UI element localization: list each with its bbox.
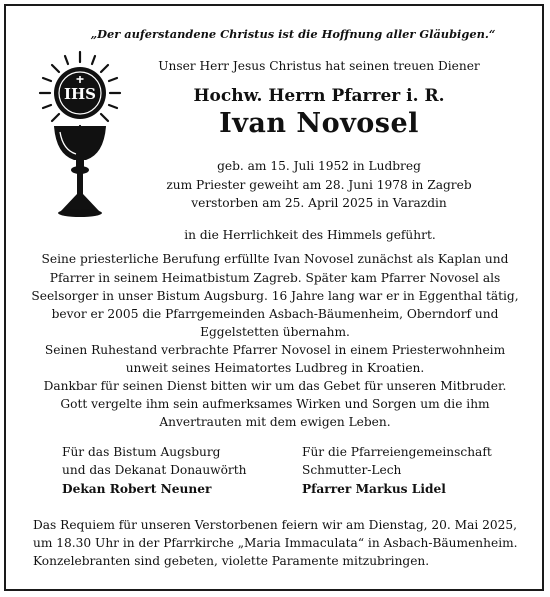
deceased-title: Hochw. Herrn Pfarrer i. R. [193, 86, 445, 106]
birth-line: geb. am 15. Juli 1952 in Ludbreg [217, 159, 421, 173]
requiem-line: Konzelebranten sind gebeten, violette Paramente mitzubringen. [33, 554, 430, 568]
body-line: unweit seines Heimatortes Ludbreg in Kroatien. [125, 361, 425, 375]
body-line: Dankbar für seinen Dienst bitten wir um das Gebet für unseren Mitbruder. [43, 379, 507, 393]
body-line: Pfarrer in seinem Heimatbistum Zagreb. Später kam Pfarrer Novosel als [49, 271, 501, 285]
signature-left-line2: und das Dekanat Donauwörth [62, 463, 247, 477]
signature-left-line1: Für das Bistum Augsburg [62, 445, 221, 459]
monogram-text: IHS [63, 85, 97, 103]
opening-quote: „Der auferstandene Christus ist die Hoffnung aller Gläubigen.“ [90, 27, 496, 41]
body-line: Anvertrauten mit dem ewigen Leben. [159, 415, 391, 429]
glory-line: in die Herrlichkeit des Himmels geführt. [184, 228, 436, 242]
body-line: Seine priesterliche Berufung erfüllte Ivan Novosel zunächst als Kaplan und [41, 252, 509, 266]
requiem-line: Das Requiem für unseren Verstorbenen feiern wir am Dienstag, 20. Mai 2025, [33, 518, 518, 532]
deceased-name: Ivan Novosel [219, 108, 419, 139]
body-line: Seinen Ruhestand verbrachte Pfarrer Novosel in einem Priesterwohnheim [44, 343, 506, 357]
signature-right-line2: Schmutter-Lech [302, 463, 402, 477]
signature-left-name: Dekan Robert Neuner [62, 482, 212, 496]
intro-line: Unser Herr Jesus Christus hat seinen treuen Diener [158, 59, 480, 73]
death-line: verstorben am 25. April 2025 in Varazdin [191, 196, 447, 210]
body-line: Eggelstetten übernahm. [200, 325, 350, 339]
body-line: Seelsorger in unser Bistum Augsburg. 16 Jahre lang war er in Eggenthal tätig, [31, 289, 519, 303]
signature-right-name: Pfarrer Markus Lidel [302, 482, 446, 496]
requiem-line: um 18.30 Uhr in der Pfarrkirche „Maria Immaculata“ in Asbach-Bäumenheim. [33, 536, 518, 550]
body-line: Gott vergelte ihm sein aufmerksames Wirken und Sorgen um die ihm [60, 397, 490, 411]
signature-right-line1: Für die Pfarreiengemeinschaft [302, 445, 492, 459]
body-line: bevor er 2005 die Pfarrgemeinden Asbach-Bäumenheim, Oberndorf und [51, 307, 499, 321]
ordination-line: zum Priester geweiht am 28. Juni 1978 in Zagreb [166, 178, 472, 192]
